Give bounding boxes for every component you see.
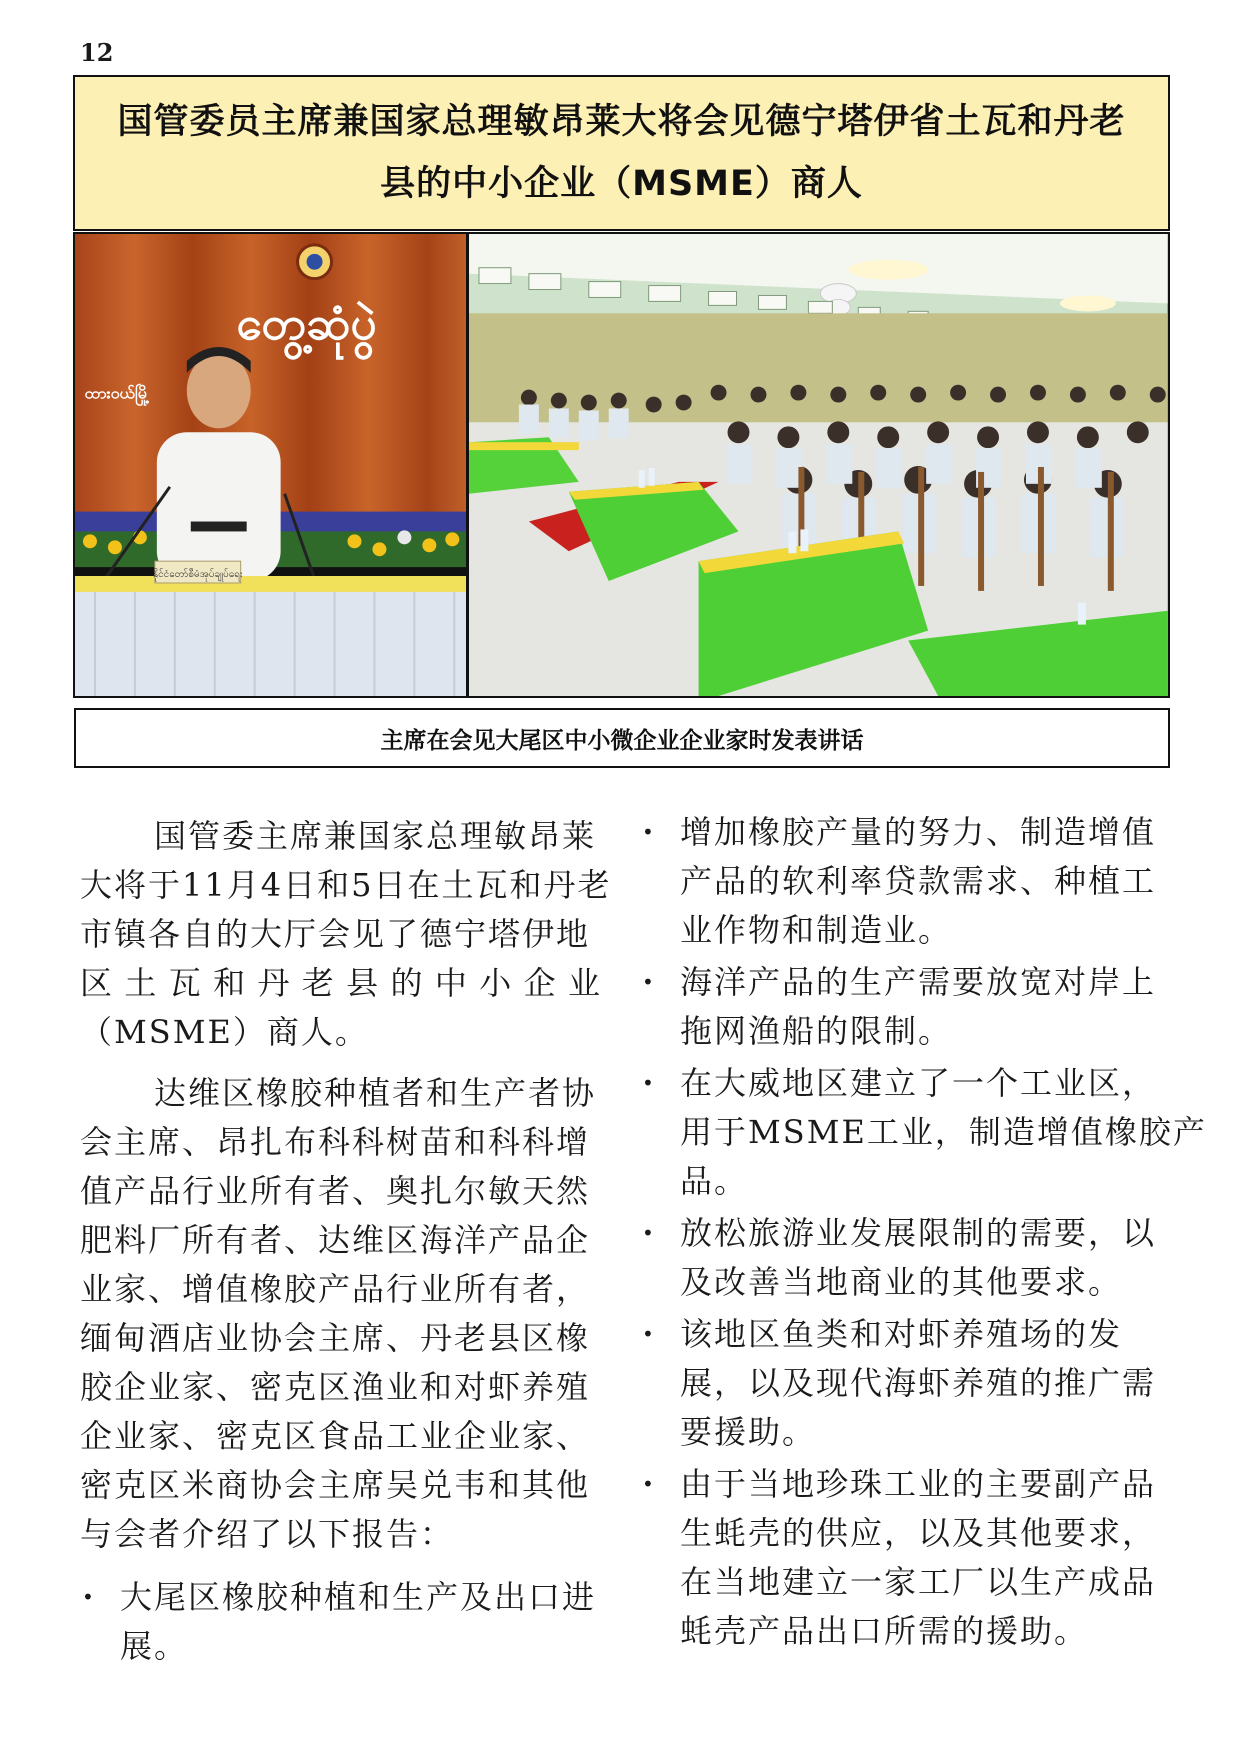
bullet-item bbox=[640, 1059, 1207, 1206]
text-line: 肥料厂所有者、达维区海洋产品企 bbox=[80, 1221, 591, 1259]
bullet-item bbox=[640, 958, 1170, 1056]
text-line: 市镇各自的大厅会见了德宁塔伊地 bbox=[80, 915, 591, 953]
photo-speaker bbox=[75, 234, 466, 696]
justified-char: 老 bbox=[301, 964, 334, 1002]
text-line: 缅甸酒店业协会主席、丹老县区橡 bbox=[80, 1319, 591, 1357]
justified-char: 中 bbox=[434, 964, 467, 1002]
text-line: 企业家、密克区食品工业企业家、 bbox=[80, 1417, 591, 1455]
bullet-dot: • bbox=[642, 1472, 654, 1496]
text-line: 展，以及现代海虾养殖的推广需 bbox=[680, 1364, 1157, 1402]
text-line: 及改善当地商业的其他要求。 bbox=[680, 1263, 1123, 1301]
justified-char: 小 bbox=[479, 964, 512, 1002]
paragraph-2 bbox=[80, 1069, 600, 1559]
right-column bbox=[640, 808, 1207, 1659]
text-line: 在当地建立一家工厂以生产成品 bbox=[680, 1563, 1157, 1601]
photo-caption: 主席在会见大尾区中小微企业企业家时发表讲话 bbox=[380, 727, 864, 754]
text-line: （MSME）商人。 bbox=[80, 1013, 369, 1051]
bullet-dot: • bbox=[642, 970, 654, 994]
headline-line-1: 国管委员主席兼国家总理敏昂莱大将会见德宁塔伊省土瓦和丹老 bbox=[117, 102, 1126, 142]
text-line: 大将于11月4日和5日在土瓦和丹老 bbox=[80, 866, 612, 904]
justified-char: 土 bbox=[124, 964, 157, 1002]
bullet-item bbox=[640, 1460, 1170, 1656]
justified-char: 区 bbox=[80, 964, 113, 1002]
text-line: 达维区橡胶种植者和生产者协 bbox=[154, 1074, 597, 1112]
headline-line-2: 县的中小企业（MSME）商人 bbox=[380, 164, 863, 204]
justified-char: 和 bbox=[213, 964, 246, 1002]
left-column bbox=[80, 812, 612, 1674]
bullet-item bbox=[640, 1209, 1170, 1307]
text-line: 会主席、昂扎布科科树苗和科科增 bbox=[80, 1123, 591, 1161]
text-line: 生蚝壳的供应，以及其他要求， bbox=[680, 1514, 1157, 1552]
bullet-dot: • bbox=[642, 820, 654, 844]
text-line-justified bbox=[80, 959, 600, 1008]
caption-box bbox=[74, 708, 1170, 768]
justified-char: 业 bbox=[567, 964, 600, 1002]
justified-char: 的 bbox=[390, 964, 423, 1002]
bullet-dot: • bbox=[642, 1221, 654, 1245]
side-text: ထားဝယ်မြို့ bbox=[84, 383, 150, 403]
text-line: 海洋产品的生产需要放宽对岸上 bbox=[680, 963, 1157, 1001]
photo-hall bbox=[469, 234, 1168, 696]
text-line: 该地区鱼类和对虾养殖场的发 bbox=[680, 1315, 1123, 1353]
bullet-item bbox=[640, 808, 1170, 955]
text-line: 业作物和制造业。 bbox=[680, 911, 953, 949]
text-line: 拖网渔船的限制。 bbox=[680, 1012, 953, 1050]
text-line: 展。 bbox=[120, 1627, 189, 1665]
bullet-dot: • bbox=[82, 1585, 94, 1609]
text-line: 要援助。 bbox=[680, 1413, 817, 1451]
text-line: 增加橡胶产量的努力、制造增值 bbox=[680, 813, 1157, 851]
justified-char: 丹 bbox=[257, 964, 290, 1002]
headline-box bbox=[73, 75, 1170, 231]
text-line: 与会者介绍了以下报告： bbox=[80, 1515, 455, 1553]
text-line: 密克区米商协会主席吴兑韦和其他 bbox=[80, 1466, 591, 1504]
bullet-dot: • bbox=[642, 1071, 654, 1095]
nameplate: နိုင်ငံတော်စီမံအုပ်ချုပ်ရေး bbox=[152, 569, 243, 581]
text-line: 放松旅游业发展限制的需要，以 bbox=[680, 1214, 1157, 1252]
bullet-item bbox=[640, 1310, 1170, 1457]
banner-text: တွေ့ဆုံပွဲ bbox=[236, 297, 377, 351]
text-line: 由于当地珍珠工业的主要副产品 bbox=[680, 1465, 1157, 1503]
bullet-item bbox=[80, 1573, 600, 1671]
text-line: 蚝壳产品出口所需的援助。 bbox=[680, 1612, 1089, 1650]
text-line: 产品的软利率贷款需求、种植工 bbox=[680, 862, 1157, 900]
text-line: 胶企业家、密克区渔业和对虾养殖 bbox=[80, 1368, 591, 1406]
justified-char: 瓦 bbox=[168, 964, 201, 1002]
justified-char: 企 bbox=[523, 964, 556, 1002]
paragraph-1 bbox=[80, 812, 612, 1057]
justified-char: 县 bbox=[346, 964, 379, 1002]
text-line: 品。 bbox=[680, 1162, 749, 1200]
bullet-dot: • bbox=[642, 1322, 654, 1346]
text-line: 值产品行业所有者、奥扎尔敏天然 bbox=[80, 1172, 591, 1210]
text-line: 用于MSME工业，制造增值橡胶产 bbox=[680, 1113, 1207, 1151]
text-line: 在大威地区建立了一个工业区， bbox=[680, 1064, 1157, 1102]
text-line: 国管委主席兼国家总理敏昂莱 bbox=[154, 817, 597, 855]
text-line: 大尾区橡胶种植和生产及出口进 bbox=[120, 1578, 597, 1616]
page-number: 12 bbox=[80, 38, 114, 67]
text-line: 业家、增值橡胶产品行业所有者， bbox=[80, 1270, 591, 1308]
photo-strip bbox=[73, 232, 1170, 698]
